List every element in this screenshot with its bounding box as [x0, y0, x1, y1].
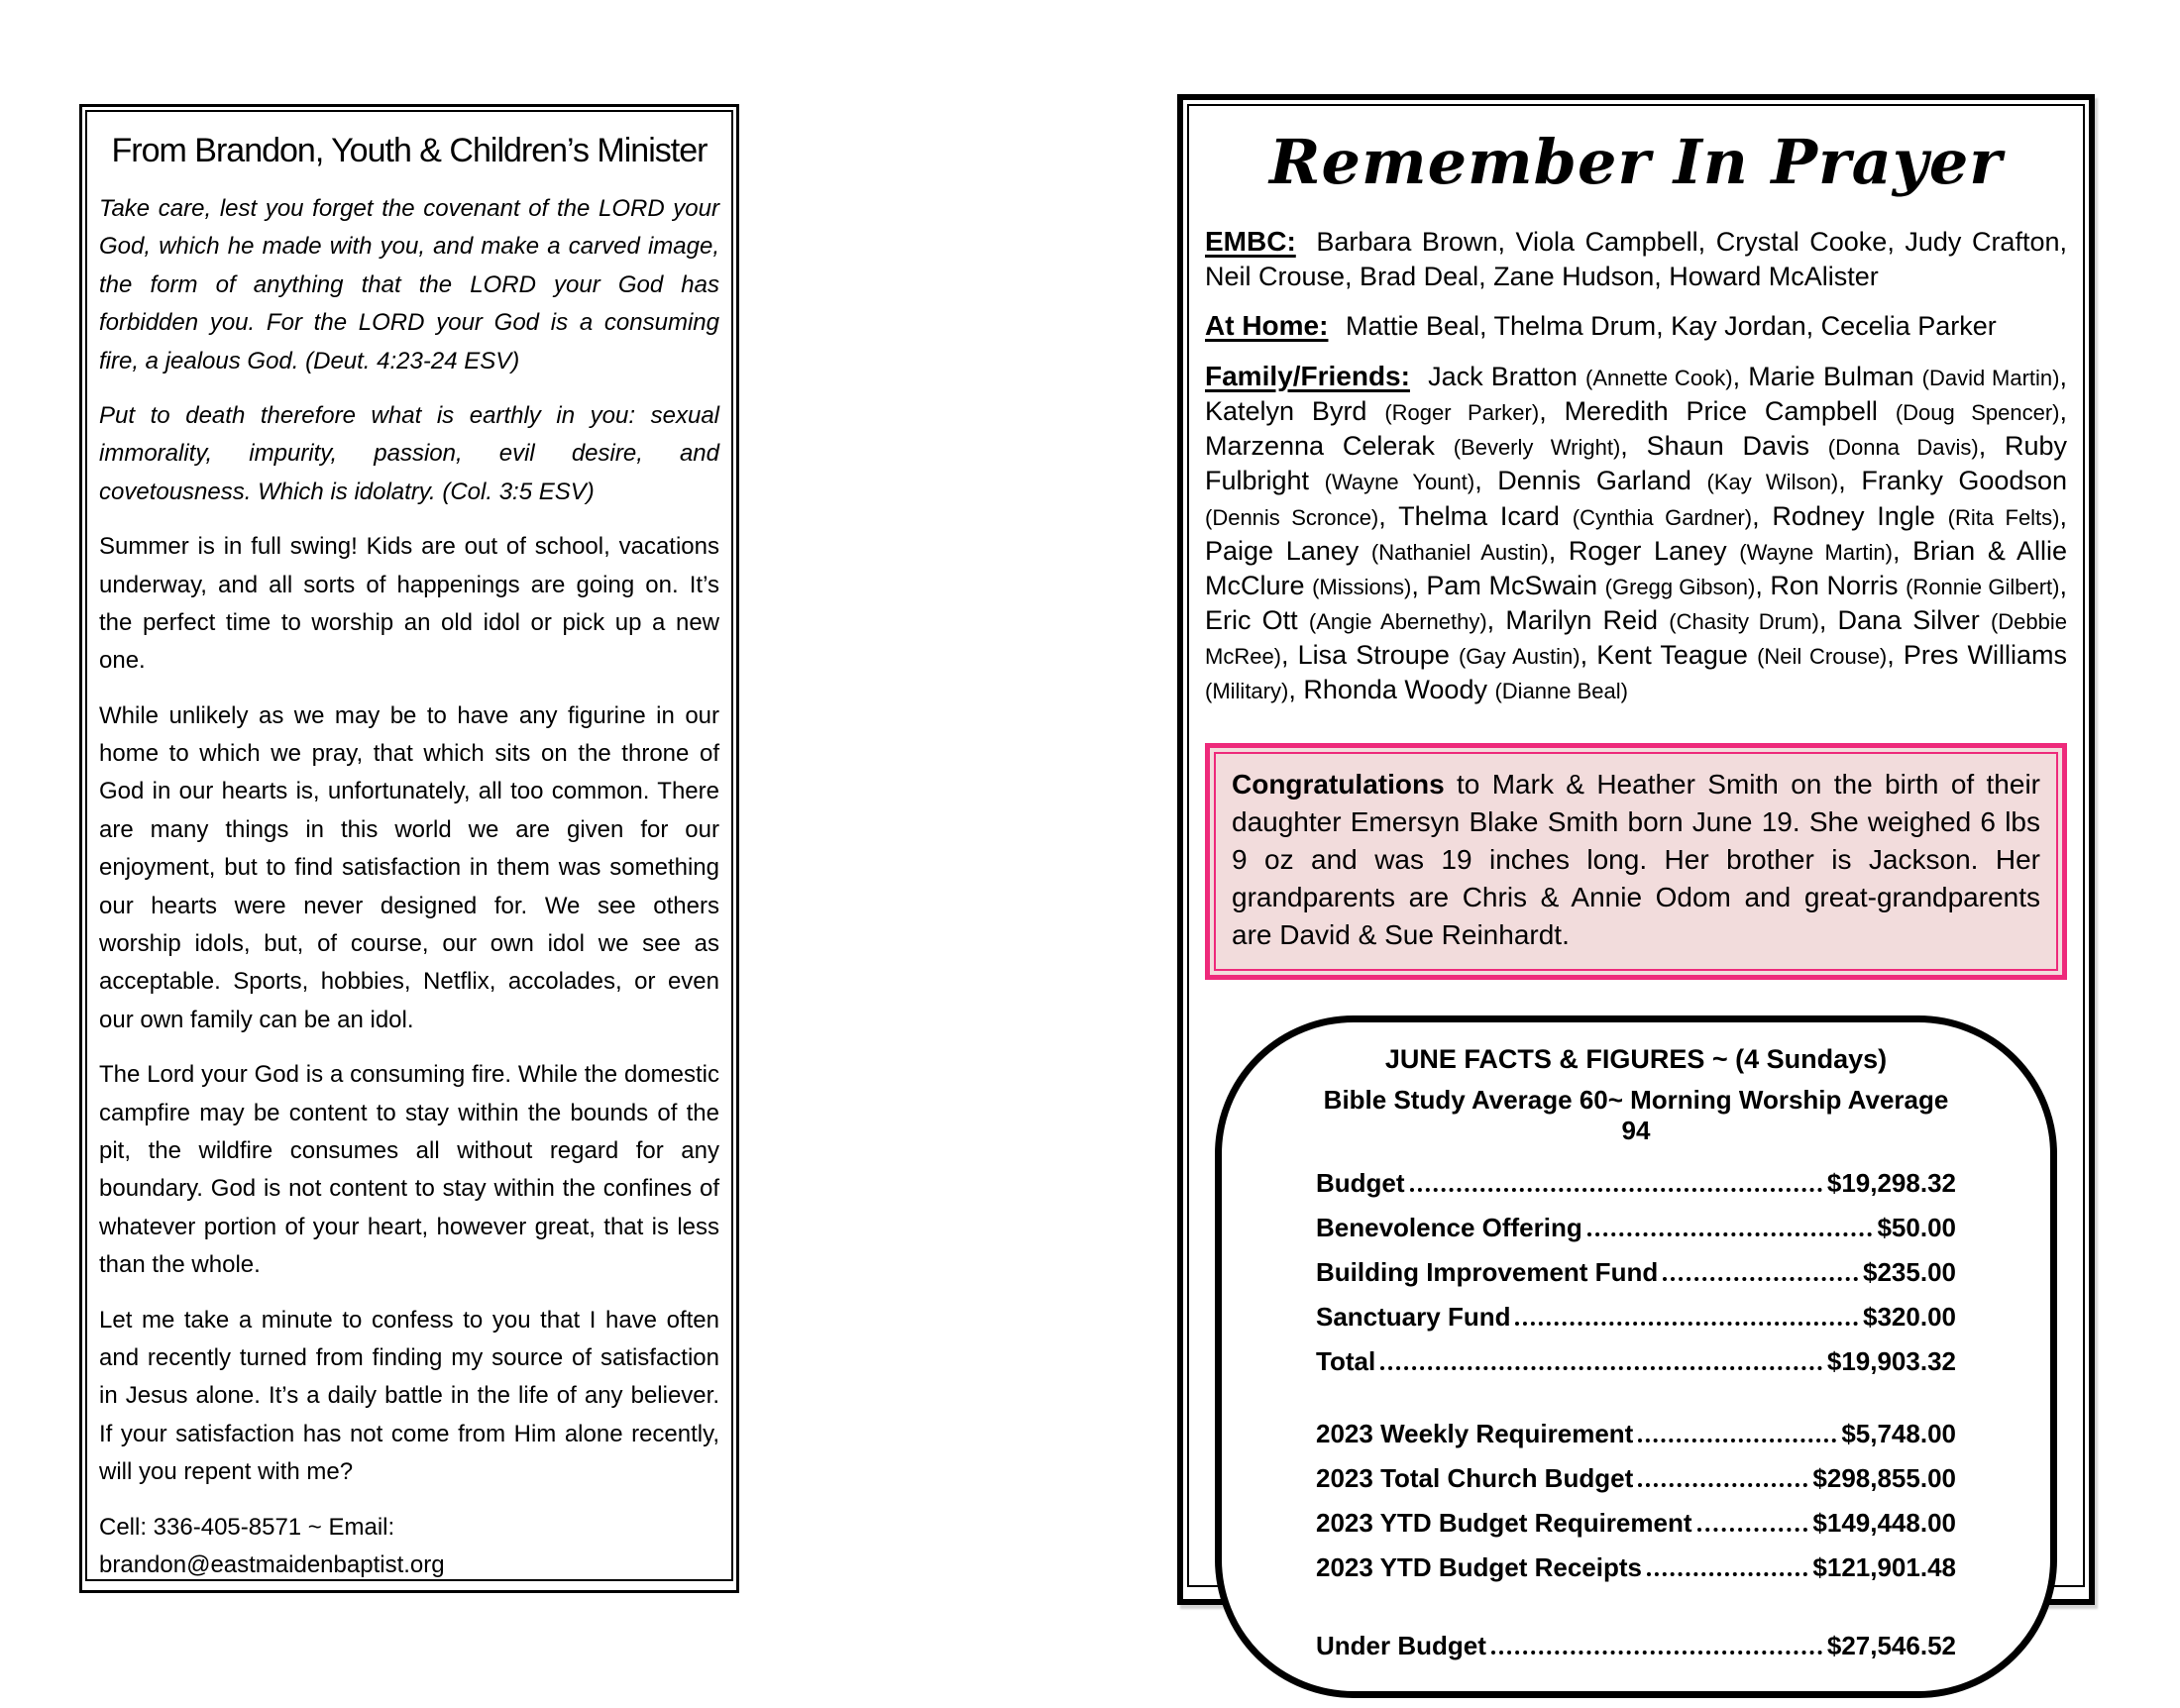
facts-row-value: $50.00 [1877, 1212, 1956, 1242]
facts-row-label: 2023 Total Church Budget [1316, 1462, 1634, 1493]
prayer-group-family-friends [1205, 359, 2067, 707]
facts-row-under-budget [1316, 1631, 1956, 1661]
facts-row-value: $235.00 [1863, 1256, 1956, 1287]
prayer-group-names: Mattie Beal, Thelma Drum, Kay Jordan, Cecelia Parker [1345, 311, 1997, 342]
prayer-group-names: Barbara Brown, Viola Campbell, Crystal Cooke, Judy Crafton, Neil Crouse, Brad Deal, Zane Hudson, Howard McAlister [1205, 227, 2067, 292]
dot-leader [1410, 1188, 1822, 1192]
facts-row-sanctuary-fund [1316, 1302, 1956, 1333]
article-paragraph-idols: While unlikely as we may be to have any figurine in our home to which we pray, that which sits on the throne of God in our hearts is, unfortunately, all too common. There are many things in this world we are given for our enjoyment, but to find satisfaction in them was something our hearts were never designed for. We see others worship idols, but, of course, our own idol we see as acceptable. Sports, hobbies, Netflix, accolades, or even our own family can be an idol. [99, 701, 719, 1033]
facts-row-label: Building Improvement Fund [1316, 1256, 1659, 1287]
congratulations-text [1232, 766, 2040, 954]
facts-and-figures-box [1215, 1015, 2057, 1698]
prayer-group-names: Jack Bratton (Annette Cook), Marie Bulman (David Martin), Katelyn Byrd (Roger Parker), Meredith Price Campbell (Doug Spencer), Marzenna Celerak (Beverly Wright), Shaun Davis (Donna Davis), Ruby Fulbright (Wayne Yount), Dennis Garland (Kay Wilson), Franky Goodson (Dennis Scronce), Thelma Icard (Cynthia Gardner), Rodney Ingle (Rita Felts), Paige Laney (Nathaniel Austin), Roger Laney (Wayne Martin), Brian & Allie McClure (Missions), Pam McSwain (Gregg Gibson), Ron Norris (Ronnie Gilbert), Eric Ott (Angie Abernethy), Marilyn Reid (Chasity Drum), Dana Silver (Debbie McRee), Lisa Stroupe (Gay Austin), Kent Teague (Neil Crouse), Pres Williams (Military), Rhonda Woody (Dianne Beal) [1205, 361, 2068, 705]
facts-row-total [1316, 1346, 1956, 1377]
dot-leader [1697, 1528, 1808, 1532]
congratulations-box [1205, 743, 2067, 979]
contact-line: Cell: 336-405-8571 ~ Email: brandon@eastmaidenbaptist.org [99, 1513, 445, 1578]
prayer-group-label: EMBC: [1205, 226, 1296, 257]
prayer-title: Remember In Prayer [1269, 126, 2003, 198]
facts-row-value: $121,901.48 [1812, 1551, 1956, 1582]
prayer-group-embc [1205, 224, 2067, 294]
dot-leader [1638, 1439, 1836, 1442]
facts-title: JUNE FACTS & FIGURES ~ (4 Sundays) [1384, 1043, 1888, 1074]
facts-row-value: $320.00 [1863, 1301, 1956, 1332]
facts-row-label: 2023 YTD Budget Requirement [1316, 1507, 1692, 1538]
facts-row-label: 2023 Weekly Requirement [1316, 1418, 1634, 1448]
prayer-panel-inner-border [1187, 104, 2085, 1660]
minister-article-panel [79, 104, 739, 1593]
facts-row-label: Budget [1316, 1167, 1405, 1198]
article-title: From Brandon, Youth & Children’s Minister [111, 132, 708, 169]
minister-article-content [87, 112, 731, 1594]
dot-leader [1515, 1322, 1858, 1326]
facts-row-label: Total [1316, 1345, 1376, 1376]
article-paragraph-confess: Let me take a minute to confess to you that I have often and recently turned from finding my source of satisfaction in Jesus alone. It’s a daily battle in the life of any believer. If your satisfaction has not come from Him alone recently, will you repent with me? [99, 1306, 719, 1486]
scripture-paragraph-col: Put to death therefore what is earthly in you: sexual immorality, impurity, passion, evil desire, and covetousness. Which is idolatry. (Col. 3:5 ESV) [99, 401, 719, 505]
dot-leader [1647, 1572, 1807, 1576]
facts-row-value: $149,448.00 [1812, 1507, 1956, 1538]
prayer-group-label: At Home: [1205, 310, 1329, 342]
facts-row-value: $27,546.52 [1826, 1630, 1956, 1660]
minister-panel-inner-border [85, 110, 733, 1581]
congratulations-lead: Congratulations [1232, 769, 1445, 801]
facts-row-value: $19,298.32 [1826, 1167, 1956, 1198]
prayer-group-at-home [1205, 308, 2067, 344]
dot-leader [1380, 1366, 1822, 1370]
article-paragraph-fire: The Lord your God is a consuming fire. While the domestic campfire may be content to stay within the bounds of the pit, the wildfire consumes all without regard for any boundary. God is not content to stay within the confines of whatever portion of your heart, however great, that is less than the whole. [99, 1061, 719, 1279]
dot-leader [1491, 1651, 1822, 1655]
congratulations-body: to Mark & Heather Smith on the birth of their daughter Emersyn Blake Smith born June 19. She weighed 6 lbs 9 oz and was 19 inches long. Her brother is Jackson. Her grandparents are Chris & Annie Odom and great-grandparents are David & Sue Reinhardt. [1232, 769, 2040, 951]
facts-row-value: $5,748.00 [1841, 1418, 1956, 1448]
facts-subtitle: Bible Study Average 60~ Morning Worship Average 94 [1323, 1084, 1949, 1145]
facts-row-weekly-requirement [1316, 1419, 1956, 1449]
facts-row-label: Under Budget [1316, 1630, 1486, 1660]
congratulations-box-inner [1214, 752, 2058, 970]
prayer-panel-content [1189, 106, 2083, 1708]
article-paragraph-summer: Summer is in full swing! Kids are out of school, vacations underway, and all sorts of happenings are going on. It’s the perfect time to worship an old idol or pick up a new one. [99, 533, 719, 675]
dot-leader [1663, 1277, 1858, 1281]
facts-row-budget [1316, 1168, 1956, 1199]
facts-row-ytd-receipts [1316, 1552, 1956, 1583]
scripture-paragraph-deut: Take care, lest you forget the covenant of the LORD your God, which he made with you, and make a carved image, the form of anything that the LORD your God has forbidden you. For the LORD your God is a consuming fire, a jealous God. (Deut. 4:23-24 ESV) [99, 195, 719, 374]
facts-row-label: Benevolence Offering [1316, 1212, 1582, 1242]
prayer-panel [1177, 94, 2095, 1660]
facts-row-total-church-budget [1316, 1463, 1956, 1494]
facts-row-benevolence [1316, 1213, 1956, 1243]
facts-row-label: 2023 YTD Budget Receipts [1316, 1551, 1642, 1582]
facts-row-building-fund [1316, 1257, 1956, 1288]
facts-row-ytd-requirement [1316, 1508, 1956, 1539]
facts-row-label: Sanctuary Fund [1316, 1301, 1511, 1332]
dot-leader [1638, 1483, 1807, 1487]
facts-row-value: $19,903.32 [1826, 1345, 1956, 1376]
prayer-group-label: Family/Friends: [1205, 360, 1410, 391]
facts-row-value: $298,855.00 [1812, 1462, 1956, 1493]
dot-leader [1587, 1232, 1873, 1236]
